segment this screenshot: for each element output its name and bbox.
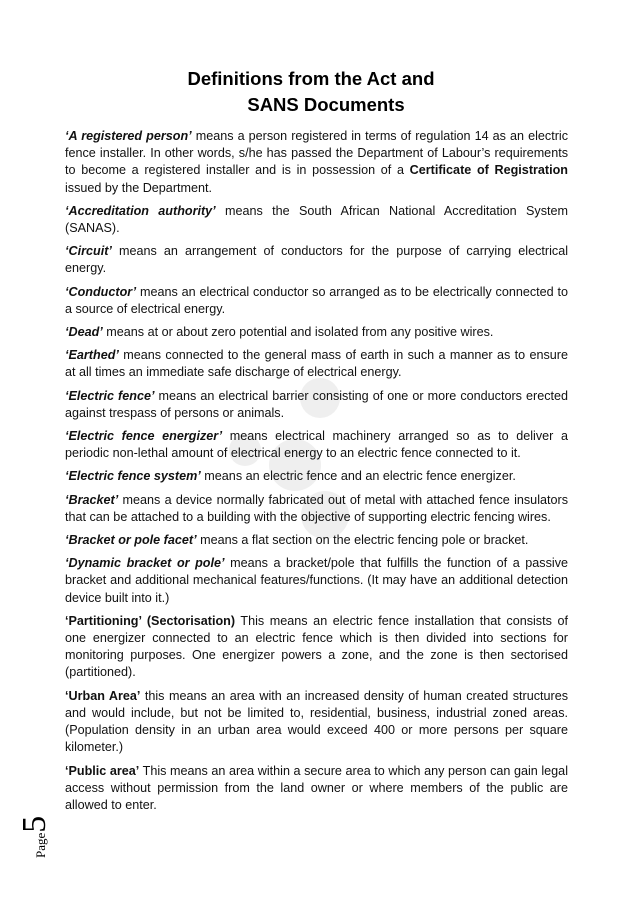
definitions-list	[65, 128, 568, 820]
definition-earthed: ‘Earthed’ means connected to the general mass of earth in such a manner as to ensure at all times an immediate safe discharge of electrical energy.	[65, 348, 568, 380]
definition-registered-person: ‘A registered person’ means a person registered in terms of regulation 14 as an electric fence installer. In other words, s/he has passed the Department of Labour’s requirements to become a registered installer and is in possession of a Certificate of Registration issued by the Department.	[65, 129, 568, 195]
definition-conductor: ‘Conductor’ means an electrical conductor so arranged as to be electrically connected to a source of electrical energy.	[65, 284, 568, 316]
title-line-1: Definitions from the Act and	[187, 68, 435, 89]
definition-circuit: ‘Circuit’ means an arrangement of conductors for the purpose of carrying electrical energy.	[65, 244, 568, 276]
definition-electric-fence: ‘Electric fence’ means an electrical barrier consisting of one or more conductors erected against trespass of persons or animals.	[65, 388, 568, 420]
page-label: Page	[33, 832, 48, 858]
definition-electric-fence-system: ‘Electric fence system’ means an electric fence and an electric fence energizer.	[65, 469, 516, 484]
definition-partitioning: ‘Partitioning’ (Sectorisation) This means an electric fence installation that consists of one energizer connected to an electric fence which is then divided into sections for monitoring purposes. One energizer powers a zone, and the zone is then sectorised (partitioned).	[65, 613, 568, 680]
definition-dead: ‘Dead’ means at or about zero potential and isolated from any positive wires.	[65, 325, 494, 340]
definition-dynamic-bracket-or-pole: ‘Dynamic bracket or pole’ means a bracket/pole that fulfills the function of a passive bracket and additional mechanical features/functions. (It may have an additional detection device built into it.)	[65, 556, 568, 605]
title-line-2: SANS Documents	[247, 94, 405, 115]
definition-bracket-or-pole-facet: ‘Bracket or pole facet’ means a flat section on the electric fencing pole or bracket.	[65, 533, 529, 548]
definition-urban-area: ‘Urban Area’ this means an area with an increased density of human created structures and would include, but not be limited to, residential, business, industrial zoned areas. (Population density in an urban area would exceed 400 or more persons per square kilometer.)	[65, 688, 568, 755]
definition-accreditation-authority: ‘Accreditation authority’ means the South African National Accreditation System (SANAS).	[65, 203, 568, 236]
definition-electric-fence-energizer: ‘Electric fence energizer’ means electrical machinery arranged so as to deliver a periodic non-lethal amount of electrical energy to an electric fence connected to it.	[65, 429, 568, 461]
page-number-value: 5	[16, 815, 53, 833]
definition-bracket: ‘Bracket’ means a device normally fabricated out of metal with attached fence insulators that can be attached to a building with the objective of supporting electric fencing wires.	[65, 492, 568, 524]
page-number	[18, 816, 52, 858]
definition-public-area: ‘Public area’ This means an area within a secure area to which any person can gain legal access without permission from the land owner or where members of the public are allowed to enter.	[65, 763, 568, 812]
page-title	[0, 66, 638, 118]
